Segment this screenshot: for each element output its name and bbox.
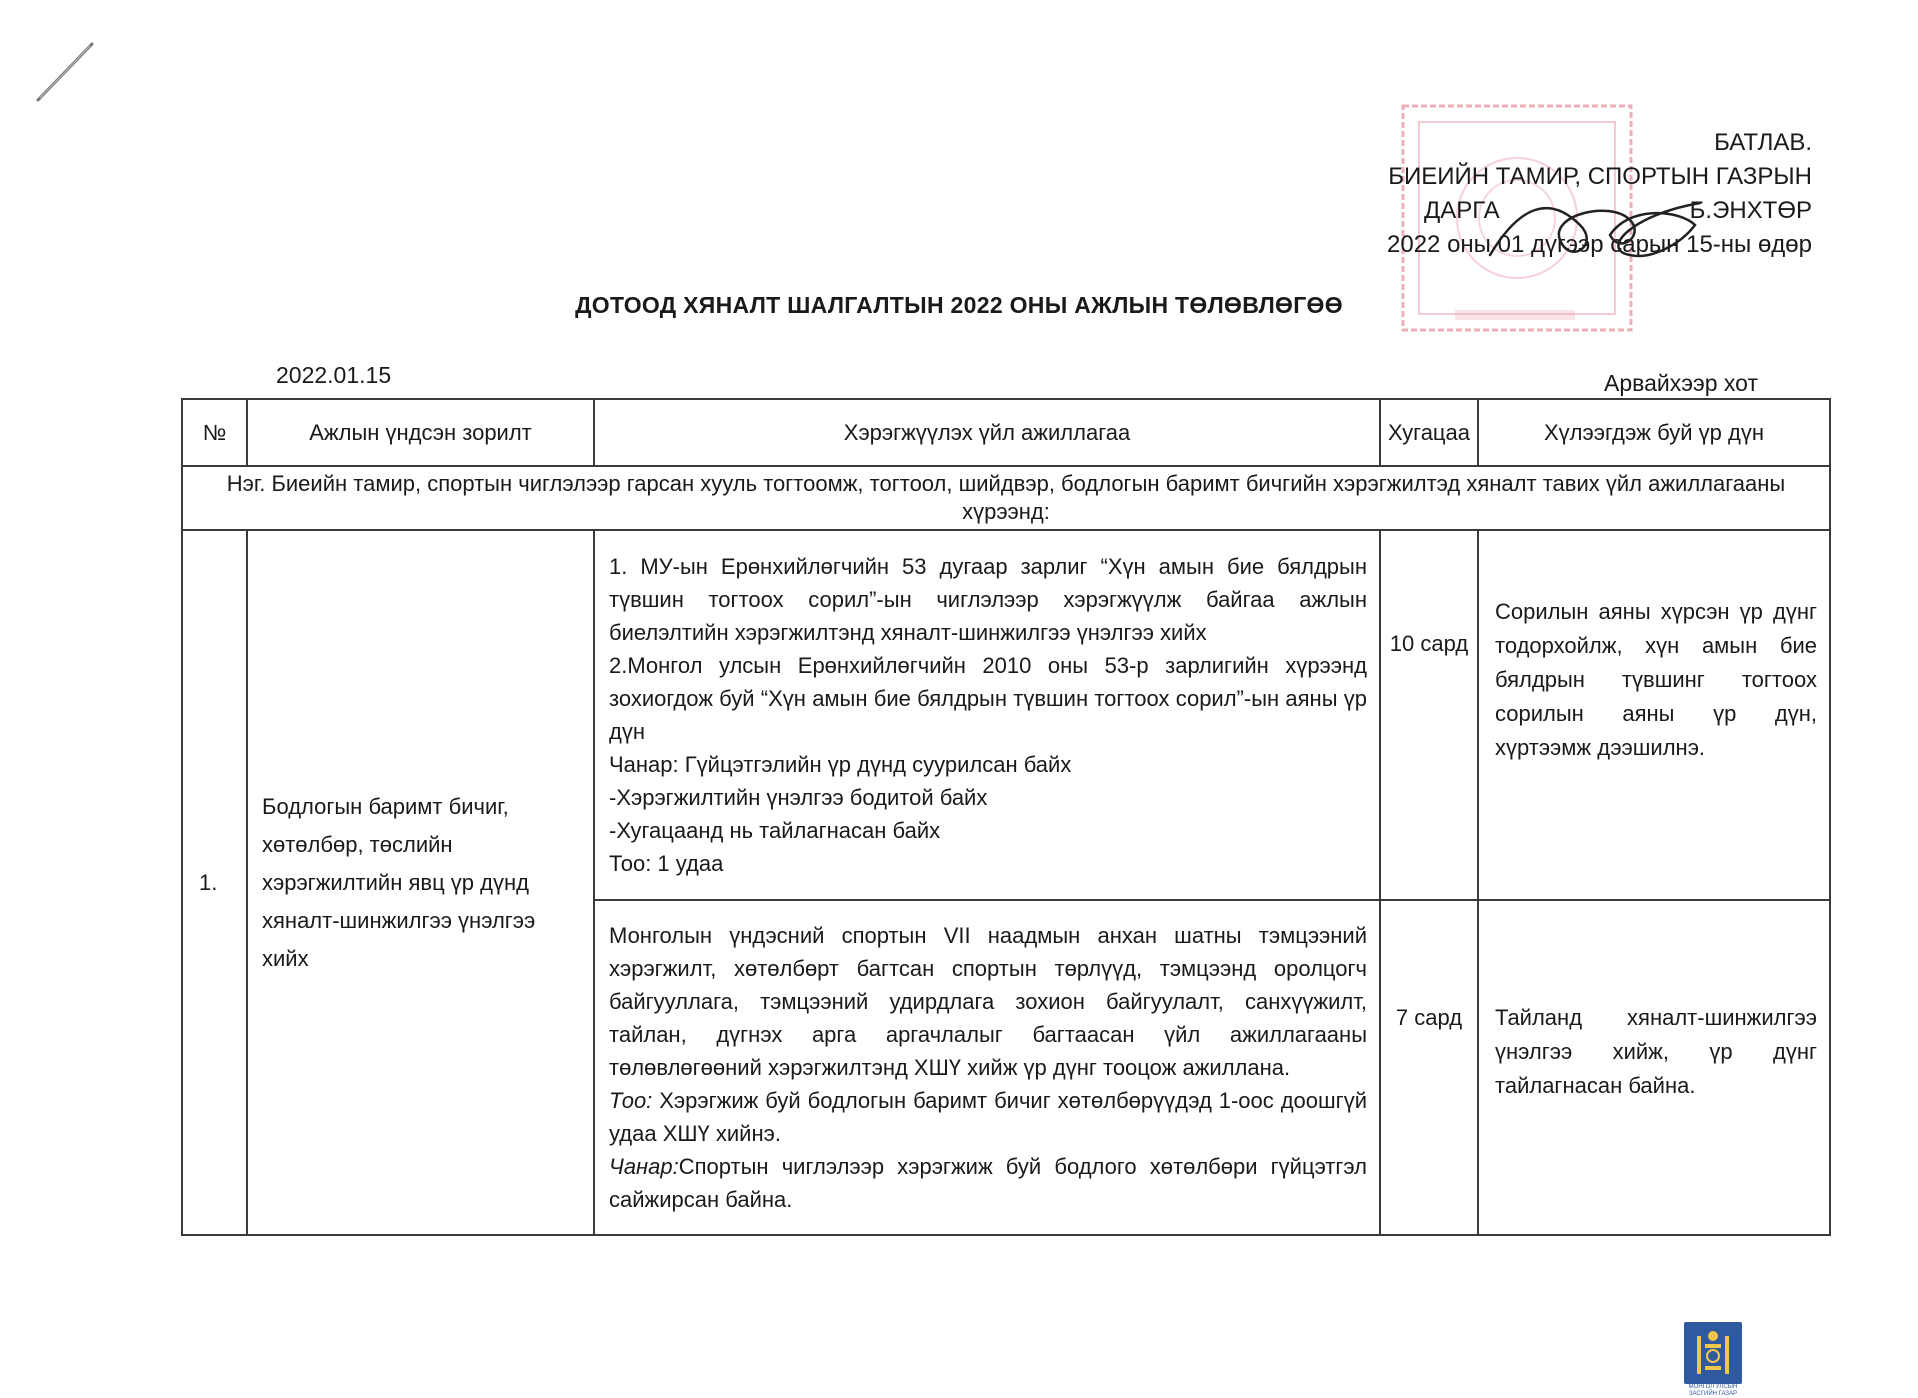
approval-date: 2022 оны 01 дүгээр сарын 15-ны өдөр [1387,231,1812,258]
activity-2-quality [609,1150,1367,1216]
result-1: Сорилын аяны хүрсэн үр дүнг тодорхойлж, хүн амын бие бялдрын түвшинг тогтоох сорилын аяны үр дүн, хүртээмж дээшилнэ. [1478,530,1830,900]
activity-2-main: Монголын үндэсний спортын VII наадмын анхан шатны тэмцээний хэрэгжилт, хөтөлбөрт багтсан спортын төрлүүд, тэмцээнд оролцогч байгууллага, тэмцээний удирдлага зохион байгуулалт, санхүүжилт, тайлан, дүгнэх арга аргачлалыг багтаасан үйл ажиллагааны төлөвлөгөөний хэрэгжилтэнд ХШҮ хийж үр дүнг тооцож ажиллана. [609,923,1367,1080]
soyombo-icon [1684,1322,1742,1384]
deadline-1: 10 сард [1380,530,1478,900]
header-deadline: Хугацаа [1380,399,1478,466]
document-date: 2022.01.15 [276,362,392,388]
row-number: 1. [182,530,247,1235]
activity-1-line-5: -Хугацаанд нь тайлагнасан байх [609,818,941,843]
document-place: Арвайхээр хот [1604,370,1758,396]
approval-organization: БИЕИЙН ТАМИР, СПОРТЫН ГАЗРЫН [1388,163,1812,190]
activity-2-quantity-label: Тоо: [609,1088,653,1113]
result-2: Тайланд хяналт-шинжилгээ үнэлгээ хийж, үр дүнг тайлагнасан байна. [1478,900,1830,1235]
emblem-caption: МОНГОЛ УЛСЫН ЗАСГИЙН ГАЗАР [1688,1384,1738,1397]
header-activity: Хэрэгжүүлэх үйл ажиллагаа [594,399,1380,466]
activity-2-quality-label: Чанар: [609,1154,679,1179]
approval-position: ДАРГА [1423,197,1500,224]
activity-cell-1 [594,530,1380,900]
activity-1-line-3: Чанар: Гүйцэтгэлийн үр дүнд суурилсан байх [609,752,1072,777]
header-goal: Ажлын үндсэн зорилт [247,399,594,466]
work-plan-table [181,398,1831,1236]
activity-cell-2 [594,900,1380,1235]
table-header-row [182,399,1830,466]
document-title: ДОТООД ХЯНАЛТ ШАЛГАЛТЫН 2022 ОНЫ АЖЛЫН ТӨЛӨВЛӨГӨӨ [575,292,1343,318]
government-emblem-logo [1684,1322,1742,1384]
activity-1-line-4: -Хэрэгжилтийн үнэлгээ бодитой байх [609,785,988,810]
activity-2-quantity [609,1084,1367,1150]
table-row [182,530,1830,900]
approval-name: Б.ЭНХТӨР [1689,197,1812,224]
row-goal: Бодлогын баримт бичиг, хөтөлбөр, төслийн хэрэгжилтийн явц үр дүнд хяналт-шинжилгээ үнэлгээ хийх [247,530,594,1235]
handwritten-signature [1480,185,1710,275]
pen-stroke-mark [30,40,100,110]
deadline-2: 7 сард [1380,900,1478,1235]
activity-1-line-2: 2.Монгол улсын Ерөнхийлөгчийн 2010 оны 53-р зарлигийн хүрээнд зохиогдож буй “Хүн амын бие бялдрын түвшин тогтоох сорил”-ын аяны үр дүн [609,653,1367,744]
header-result: Хүлээгдэж буй үр дүн [1478,399,1830,466]
approval-title: БАТЛАВ. [1714,129,1812,156]
activity-2-quantity-text: Хэрэгжиж буй бодлогын баримт бичиг хөтөлбөрүүдэд 1-оос доошгүй удаа ХШҮ хийнэ. [609,1088,1367,1146]
section-heading: Нэг. Биеийн тамир, спортын чиглэлээр гарсан хууль тогтоомж, тогтоол, шийдвэр, бодлогын баримт бичгийн хэрэгжилтэд хяналт тавих үйл ажиллагааны хүрээнд: [182,466,1830,530]
activity-1-line-1: 1. МУ-ын Ерөнхийлөгчийн 53 дугаар зарлиг “Хүн амын бие бялдрын түвшин тогтоох сорил”-ын чиглэлээр хэрэгжүүлж байгаа ажлын биелэлтийн хэрэгжилтэнд хяналт-шинжилгээ үнэлгээ хийх [609,554,1367,645]
section-row [182,466,1830,530]
activity-1-line-6: Тоо: 1 удаа [609,851,724,876]
activity-2-quality-text: Спортын чиглэлээр хэрэгжиж буй бодлого хөтөлбөри гүйцэтгэл сайжирсан байна. [609,1154,1367,1212]
header-number: № [182,399,247,466]
